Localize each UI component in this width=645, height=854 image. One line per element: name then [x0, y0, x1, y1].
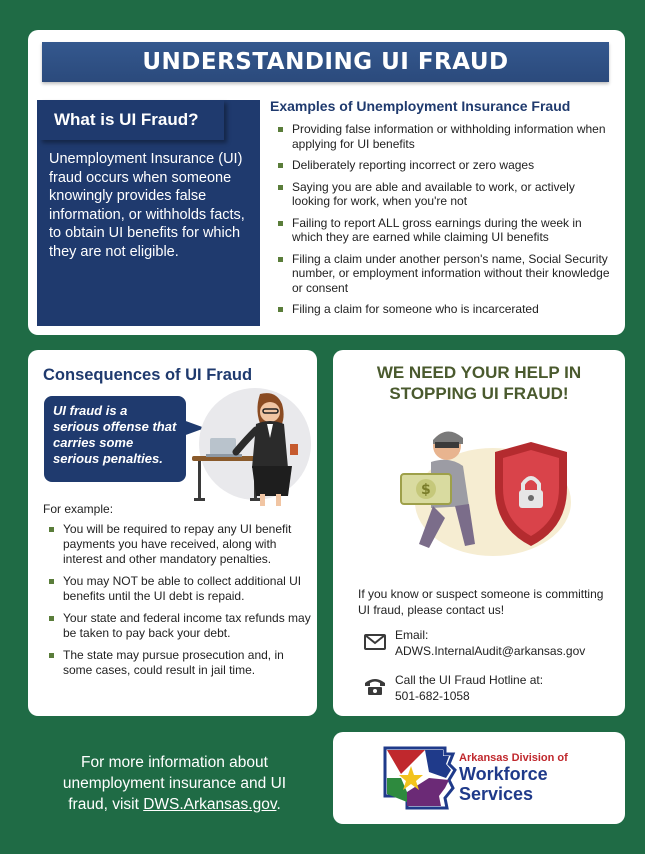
list-item: Filing a claim for someone who is incarcerated	[270, 302, 615, 317]
list-item: Your state and federal income tax refunds may be taken to pay back your debt.	[41, 611, 311, 641]
report-fraud-card	[333, 350, 625, 716]
consequences-card	[28, 350, 317, 716]
list-item: Filing a claim under another person's name, Social Security number, or employment information without their knowledge or consent	[270, 252, 615, 296]
fraud-examples-section	[270, 98, 615, 324]
envelope-icon	[363, 629, 387, 653]
help-instructions: If you know or suspect someone is committing UI fraud, please contact us!	[358, 587, 604, 617]
hotline-number[interactable]: 501-682-1058	[395, 689, 470, 703]
speech-bubble: UI fraud is a serious offense that carries some serious penalties.	[44, 396, 186, 482]
agency-name	[459, 752, 568, 804]
svg-text:$: $	[421, 482, 431, 498]
fraud-examples-list	[270, 122, 615, 317]
fraud-examples-heading: Examples of Unemployment Insurance Fraud	[270, 98, 571, 114]
more-info-prefix: fraud, visit	[68, 796, 144, 813]
more-info-suffix: .	[276, 796, 281, 813]
fraud-overview-card	[28, 30, 625, 335]
dws-website-link[interactable]: DWS.Arkansas.gov	[143, 796, 277, 813]
phone-contact	[363, 672, 613, 704]
what-is-ui-fraud-heading: What is UI Fraud?	[39, 100, 224, 140]
email-contact	[363, 627, 613, 659]
list-item: The state may pursue prosecution and, in some cases, could result in jail time.	[41, 648, 311, 678]
businesswoman-illustration	[190, 386, 312, 508]
list-item: Deliberately reporting incorrect or zero wages	[270, 158, 615, 173]
more-info-line-3	[28, 794, 321, 815]
consequences-heading: Consequences of UI Fraud	[43, 366, 253, 384]
more-info-line-1: For more information about	[81, 754, 268, 771]
telephone-icon	[363, 674, 387, 698]
thief-with-shield-illustration	[383, 422, 575, 562]
list-item: You may NOT be able to collect additional UI benefits until the UI debt is repaid.	[41, 574, 311, 604]
page-title: UNDERSTANDING UI FRAUD	[42, 42, 609, 82]
agency-name-line-1: Arkansas Division of	[459, 752, 568, 764]
for-example-label: For example:	[43, 502, 114, 516]
help-heading-line-2: STOPPING UI FRAUD!	[389, 384, 569, 403]
agency-name-line-2: Workforce	[459, 764, 548, 784]
list-item: Saying you are able and available to work, or actively looking for work, when you're not	[270, 180, 615, 209]
more-info-text	[28, 752, 321, 815]
list-item: You will be required to repay any UI benefit payments you have received, along with interest and other mandatory penalties.	[41, 522, 311, 567]
arkansas-state-logo	[381, 744, 461, 812]
consequences-list	[41, 522, 311, 685]
list-item: Providing false information or withholding information when applying for UI benefits	[270, 122, 615, 151]
email-address[interactable]: ADWS.InternalAudit@arkansas.gov	[395, 644, 586, 658]
agency-logo-card	[333, 732, 625, 824]
email-label: Email:	[395, 628, 429, 642]
more-info-line-2: unemployment insurance and UI	[62, 775, 287, 792]
hotline-label: Call the UI Fraud Hotline at:	[395, 673, 544, 687]
list-item: Failing to report ALL gross earnings during the week in which they are earned while claiming UI benefits	[270, 216, 615, 245]
help-heading-line-1: WE NEED YOUR HELP IN	[376, 363, 582, 382]
what-is-ui-fraud-box	[37, 100, 260, 326]
agency-name-line-3: Services	[459, 784, 534, 804]
what-is-ui-fraud-text: Unemployment Insurance (UI) fraud occurs when someone knowingly provides false information, or withholds facts, to obtain UI benefits for which they are not eligible.	[49, 151, 245, 260]
help-heading	[333, 362, 625, 404]
